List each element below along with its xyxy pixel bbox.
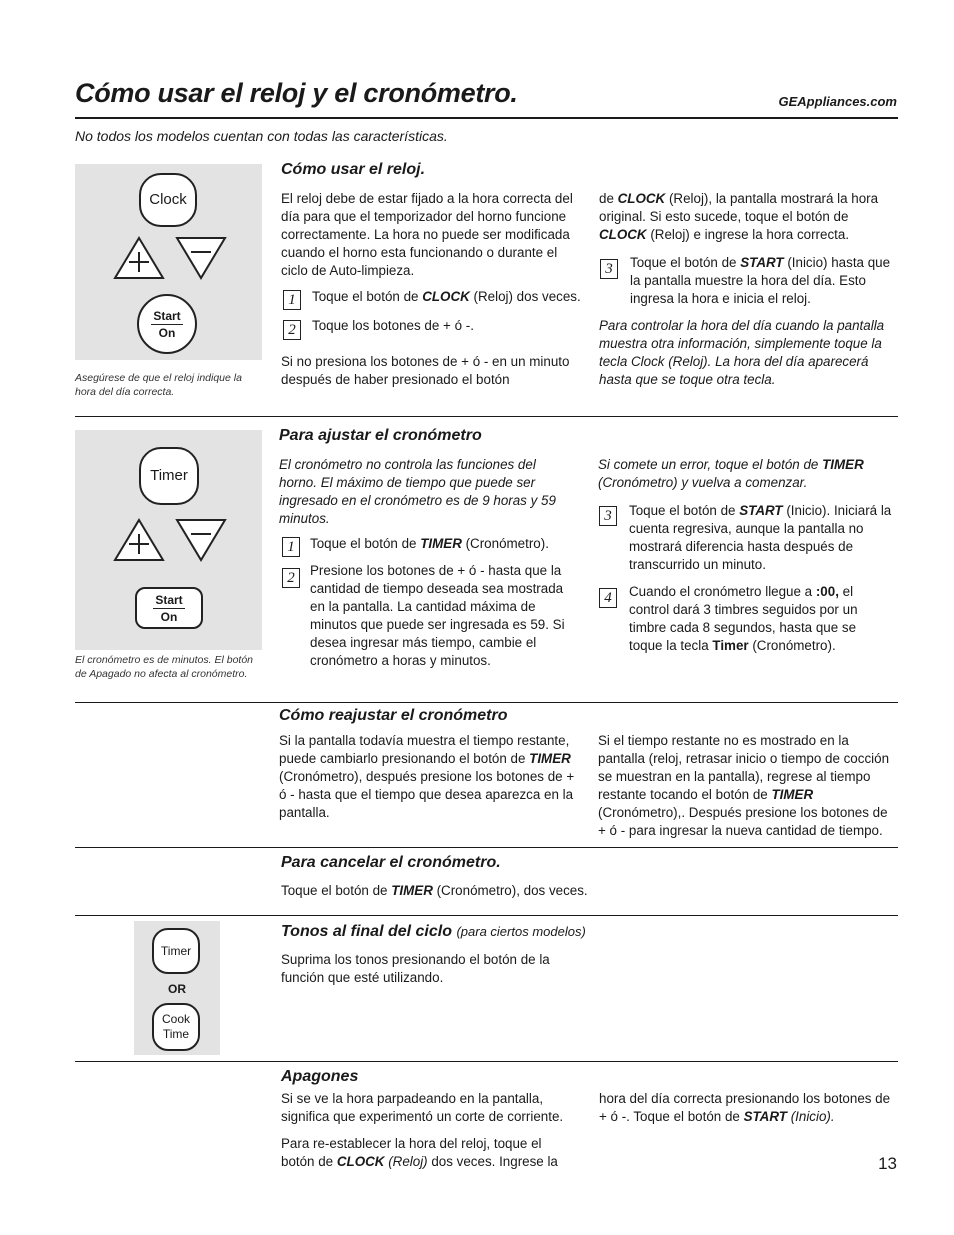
section-divider xyxy=(75,702,898,703)
step-number-3: 3 xyxy=(599,506,617,526)
clock-italic-note: Para controlar la hora del día cuando la pantalla muestra otra información, simplemente toque la tecla Clock (Reloj). La hora del día aparecerá hasta que se toque otra tecla. xyxy=(599,318,885,387)
plus-minus-keys-icon xyxy=(113,516,231,566)
tones-heading: Tonos al final del ciclo (para ciertos modelos) xyxy=(281,923,586,940)
clock-caption: Asegúrese de que el reloj indique la hora del día correcta. xyxy=(75,372,242,398)
step-number-1: 1 xyxy=(282,537,300,557)
step-number-3: 3 xyxy=(600,259,618,279)
timer-caption: El cronómetro es de minutos. El botón de Apagado no afecta al cronómetro. xyxy=(75,654,254,680)
timer-heading: Para ajustar el cronómetro xyxy=(279,427,482,444)
start-on-key: Start On xyxy=(135,587,203,629)
timer-control-panel xyxy=(75,430,262,650)
step-number-4: 4 xyxy=(599,588,617,608)
reset-left-text: Si la pantalla todavía muestra el tiempo restante, puede cambiarlo presionando el botón de TIMER (Cronómetro), después presione los botones de + ó - hasta que el tiempo que desea aparezca en la pantalla. xyxy=(279,733,575,820)
timer-step-1: Toque el botón de TIMER (Cronómetro). xyxy=(310,536,549,551)
section-divider xyxy=(75,847,898,848)
timer-key: Timer xyxy=(152,928,200,974)
timer-intro: El cronómetro no controla las funciones del horno. El máximo de tiempo que puede ser ingresado en el cronómetro es de 9 horas y 59 minutos. xyxy=(279,457,556,526)
clock-step-3: Toque el botón de START (Inicio) hasta que la pantalla muestre la hora del día. Esto ingresa la hora e inicia el reloj. xyxy=(630,255,891,306)
timer-step-2: Presione los botones de + ó - hasta que la cantidad de tiempo deseada sea mostrada en la pantalla. La cantidad máxima de minutos que puede ser ingresada es 59. Si desea ingresar más tiempo, cambie el cronómetro a horas y minutos. xyxy=(310,563,565,668)
step-number-2: 2 xyxy=(282,568,300,588)
outages-paragraph-2: Para re-establecer la hora del reloj, toque el botón de CLOCK (Reloj) dos veces. Ingrese la xyxy=(281,1136,558,1169)
section-divider xyxy=(75,915,898,916)
cancel-heading: Para cancelar el cronómetro. xyxy=(281,854,501,871)
outages-paragraph-1: Si se ve la hora parpadeando en la pantalla, significa que experimentó un corte de corriente. xyxy=(281,1091,564,1124)
section-divider xyxy=(75,1061,898,1062)
tones-text: Suprima los tonos presionando el botón de la función que esté utilizando. xyxy=(281,952,550,985)
clock-control-panel xyxy=(75,164,262,360)
cook-time-key: Cook Time xyxy=(152,1003,200,1051)
timer-step-4: Cuando el cronómetro llegue a :00, el control dará 3 timbres seguidos por un timbre cada 8 segundos, hasta que se toque la tecla Timer (Cronómetro). xyxy=(629,584,858,653)
plus-minus-keys-icon xyxy=(113,234,231,284)
cancel-text: Toque el botón de TIMER (Cronómetro), dos veces. xyxy=(281,883,588,898)
section-divider xyxy=(75,416,898,417)
clock-step-1: Toque el botón de CLOCK (Reloj) dos veces. xyxy=(312,289,581,304)
clock-intro: El reloj debe de estar fijado a la hora correcta del día para que el temporizador del horno funcione correctamente. La hora no puede ser modificada cuando el horno esta funcionando o durante el ciclo de Auto-limpieza. xyxy=(281,191,573,278)
page-number: 13 xyxy=(878,1154,897,1173)
clock-key: Clock xyxy=(139,173,197,227)
reset-right-text: Si el tiempo restante no es mostrado en la pantalla (reloj, retrasar inicio o tiempo de cocción se muestran en la pantalla), regrese al tiempo restante tocando el botón de TIMER (Cronómetro),. Después presione los botones de + ó - para ingresar la nueva cantidad de tiempo. xyxy=(598,733,890,838)
timer-step-3: Toque el botón de START (Inicio). Iniciará la cuenta regresiva, aunque la pantalla no mostrará diferencia hasta después de transcurrido un minuto. xyxy=(629,503,892,572)
page-subtitle: No todos los modelos cuentan con todas las características. xyxy=(75,128,448,144)
header-rule xyxy=(75,117,898,119)
step-number-1: 1 xyxy=(283,290,301,310)
timer-key: Timer xyxy=(139,447,199,505)
tones-control-panel xyxy=(134,921,220,1055)
clock-note: Si no presiona los botones de + ó - en un minuto después de haber presionado el botón xyxy=(281,354,570,387)
page-title: Cómo usar el reloj y el cronómetro. xyxy=(75,78,518,108)
reset-heading: Cómo reajustar el cronómetro xyxy=(279,707,508,724)
clock-heading: Cómo usar el reloj. xyxy=(281,161,426,178)
timer-error-note: Si comete un error, toque el botón de TIMER (Cronómetro) y vuelva a comenzar. xyxy=(598,457,864,490)
step-number-2: 2 xyxy=(283,320,301,340)
website-link: GEAppliances.com xyxy=(778,94,897,109)
clock-note-continued: de CLOCK (Reloj), la pantalla mostrará la hora original. Si esto sucede, toque el botón de CLOCK (Reloj) e ingrese la hora correcta. xyxy=(599,191,879,242)
or-label: OR xyxy=(168,982,186,996)
outages-heading: Apagones xyxy=(281,1068,359,1085)
start-on-key: Start On xyxy=(137,294,197,354)
clock-step-2: Toque los botones de + ó -. xyxy=(312,318,474,333)
outages-right-text: hora del día correcta presionando los botones de + ó -. Toque el botón de START (Inicio). xyxy=(599,1091,891,1124)
